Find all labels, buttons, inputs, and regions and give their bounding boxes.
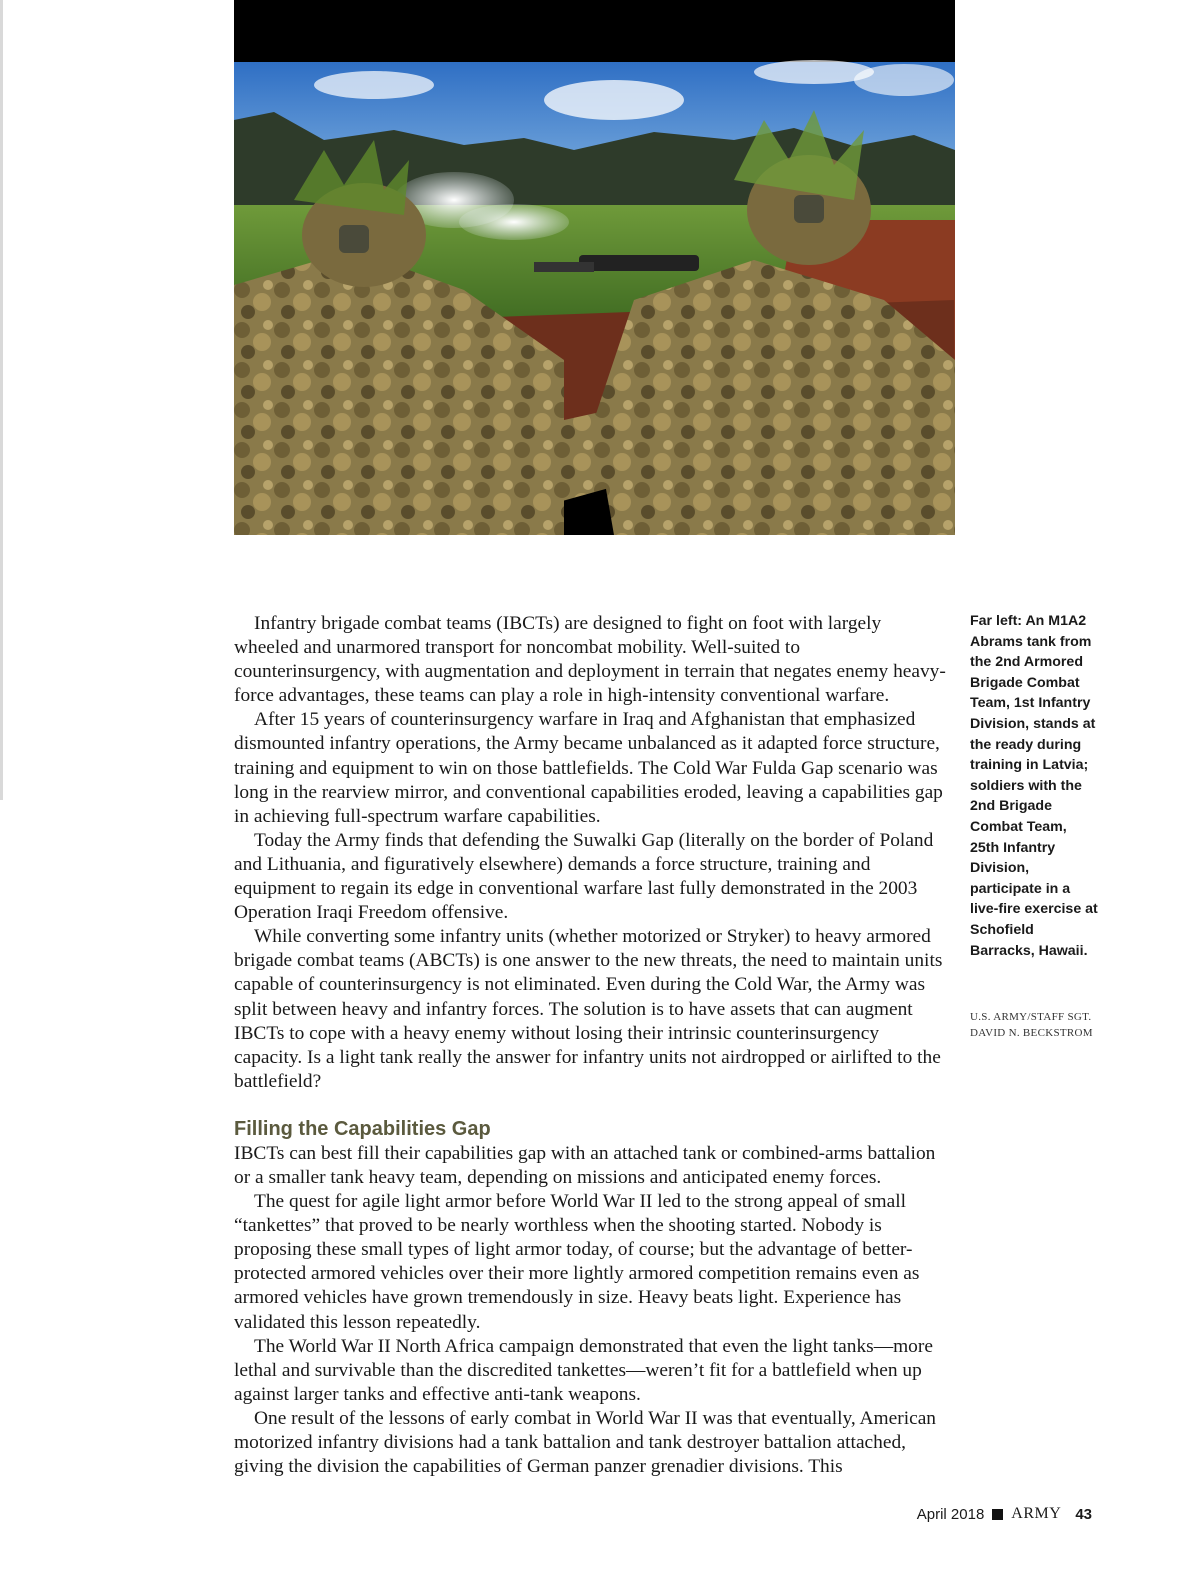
photo-caption: Far left: An M1A2 Abrams tank from the 2nd Armored Brigade Combat Team, 1st Infantry Division, stands at the ready during training in Latvia; soldiers with the 2nd Brigade Combat Team, 25th Infantry Division, participate in a live-fire exercise at Schofield Barracks, Hawaii.	[970, 613, 1098, 959]
page-footer	[917, 1505, 1092, 1523]
photo-credit: U.S. ARMY/STAFF SGT. DAVID N. BECKSTROM	[970, 1011, 1093, 1039]
paragraph: The World War II North Africa campaign demonstrated that even the light tanks—more lethal and survivable than the discredited tankettes—weren’t fit for a battlefield when up against larger tanks and effective anti-tank weapons.	[234, 1335, 933, 1405]
page-edge	[0, 0, 3, 800]
soldiers-photo-icon	[234, 0, 955, 535]
article-photo	[234, 0, 955, 535]
square-bullet-icon	[992, 1509, 1003, 1520]
paragraph: While converting some infantry units (whether motorized or Stryker) to heavy armored brigade combat teams (ABCTs) is one answer to the new threats, the need to maintain units capable of counterinsurgency is not eliminated. Even during the Cold War, the Army was split between heavy and infantry forces. The solution is to have assets that can augment IBCTs to cope with a heavy enemy without losing their intrinsic counterinsurgency capacity. Is a light tank really the answer for infantry units not airdropped or airlifted to the battlefield?	[234, 926, 943, 1092]
page-number: 43	[1075, 1505, 1092, 1523]
paragraph: One result of the lessons of early combat in World War II was that eventually, American motorized infantry divisions had a tank battalion and tank destroyer battalion attached, giving the division the capabilities of German panzer grenadier divisions. This	[234, 1407, 936, 1478]
issue-date: April 2018	[916, 1505, 985, 1523]
paragraph: Today the Army finds that defending the Suwalki Gap (literally on the border of Poland and Lithuania, and figuratively elsewhere) demands a force structure, training and equipment to regain its edge in conventional warfare last fully demonstrated in the 2003 Operation Iraqi Freedom offensive.	[234, 829, 934, 924]
paragraph: IBCTs can best fill their capabilities gap with an attached tank or combined-arms battalion or a smaller tank heavy team, depending on missions and anticipated enemy forces.	[234, 1142, 936, 1188]
article-body	[234, 612, 946, 1479]
paragraph: Infantry brigade combat teams (IBCTs) are designed to fight on foot with largely wheeled and unarmored transport for noncombat mobility. Well-suited to counterinsurgency, with augmentation and deployment in terrain that negates enemy heavy-force advantages, these teams can play a role in high-intensity conventional warfare.	[234, 613, 946, 707]
section-subhead: Filling the Capabilities Gap	[234, 1117, 491, 1140]
paragraph: The quest for agile light armor before World War II led to the strong appeal of small “tankettes” that proved to be nearly worthless when the shooting started. Nobody is proposing these small types of light armor today, of course; but the advantage of better-protected armored vehicles over their more lightly armored competition remains even as armored vehicles have grown tremendously in size. Heavy beats light. Experience has validated this lesson repeatedly.	[234, 1191, 920, 1333]
magazine-name: ARMY	[1011, 1505, 1062, 1522]
paragraph: After 15 years of counterinsurgency warfare in Iraq and Afghanistan that emphasized dismounted infantry operations, the Army became unbalanced as it adapted force structure, training and equipment to win on those battlefields. The Cold War Fulda Gap scenario was long in the rearview mirror, and conventional capabilities eroded, leaving a capabilities gap in achieving full-spectrum warfare capabilities.	[234, 709, 943, 827]
